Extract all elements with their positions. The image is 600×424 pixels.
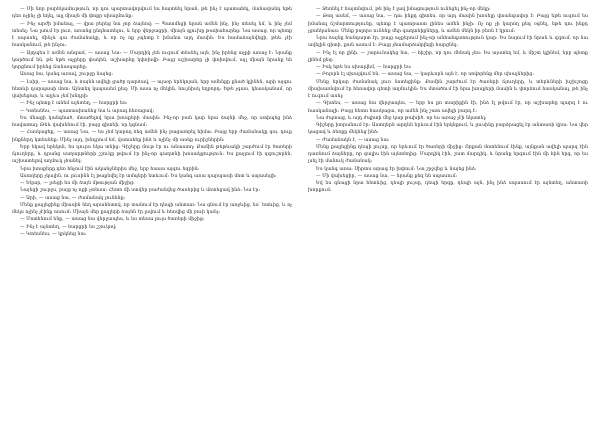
paragraph: — Կտեսնես, — կրկնեց նա: [20, 231, 87, 237]
paragraph: — Ինչ պետք է անեմ այնտեղ, — հարցրի ես: [20, 101, 128, 107]
paragraph: — Ինչ է այնտեղ, — հարցրի ես շշուկով: [20, 224, 117, 230]
paragraph: Մենք քայլեցինք դեպի լույսը, որ երևում էր ծառերի միջից: Որքան մոտենում էինք, այնքան ավելի պարզ էին դառնում ձայները, որ գալիս էին այնտեղից: Մարդիկ էին, շատ մարդիկ, և նրանք երգում էին մի հին երգ, որ ես լսել էի մանուկ ժամանակ: [308, 144, 588, 165]
paragraph: Ես մնացի կանգնած, մտածելով նրա խոսքերի մասին: Ինչ-որ բան կար նրա ձայնի մեջ, որ ստիպեց ինձ հավատալ: Թեև վախենում էի, բայց գիտեի, որ կգնամ: [12, 115, 292, 128]
paragraph: — Բոլորն էլ սխալվում են, — ասաց նա, — կարևորն այն է, որ սովորենք մեր սխալներից: [316, 72, 534, 78]
paragraph: Աստղերը չկային, ու լուսինն էլ թաքնվել էր ամպերի ետևում: Ես կանգ առա դարպասի մոտ և սպասեցի: [20, 173, 277, 179]
paragraph: Ասաց նա, կանգ առավ, շուրջը նայեց: [20, 72, 113, 78]
paragraph: — Լսիր, — ասաց նա, և ձայնն ավելի ցածր դարձավ, — այսօր երեկոյան, երբ ամենքը քնած կլինեն, արի այգու հետևի դարպասի մոտ: Այնտեղ կսպասեմ քեզ: Մի ասա ոչ մեկին, նույնիսկ եղբորդ: Եթե չգաս, կհասկանամ, որ վախեցար, և այլևս չեմ խնդրի: [12, 79, 292, 99]
paragraph: Եվ ես գնացի նրա հետևից, դեպի լույսը, դեպի երգը, դեպի այն, ինչ ինձ սպասում էր այնտեղ, անտառի խորքում: [308, 181, 588, 194]
paragraph: — Մոտենում ենք, — ասաց նա վերջապես, և ես տեսա լույս ծառերի միջից: [20, 217, 205, 223]
paragraph: — Գիտես, — ասաց նա վերջապես, — երբ ես քո տարիքին էի, ինձ էլ թվում էր, որ աշխարհը պարզ է ու հասկանալի: Բայց հետո հասկացա, որ ամեն ինչ շատ ավելի բարդ է: [308, 101, 588, 114]
paragraph: Երբ եկավ երեկոն, ես դուրս եկա տնից: Գիշերը մութ էր ու անաստղ: Քամին թեթևակի շարժում էր ծառերի ճյուղերը, և դրանց սաղարթների շշուկը թվում էր ինչ-որ գաղտնի խոսակցություն: Ես քայլում էի զգուշորեն, աշխատելով աղմուկ չհանել: [12, 144, 292, 165]
paragraph: — Եկար, — լսեցի ես մի ձայն մթության միջից: [20, 181, 135, 186]
paragraph: Նա ժպտաց, և այդ ժպիտի մեջ կար թախիծ, որ ես առաջ չէի նկատել: [316, 115, 487, 121]
paragraph: — Ժամանակն է, — ասաց նա: [316, 137, 390, 143]
paragraph: — Իսկ եթե ես սխալվեմ, — հարցրի ես: [316, 65, 412, 70]
paragraph: Մենք երկար ժամանակ լուռ նստեցինք: Քամին շարժում էր ծառերի ճյուղերը, և տերևների խշխշոցը միախառնվում էր հեռավոր գետի աղմուկին: Ես մտածում էի նրա խոսքերի մասին և փորձում հասկանալ, թե ինչ է ուզում ասել: [308, 79, 588, 99]
left-page [12, 6, 292, 424]
paragraph: — Ջեռնել է հայտնվում, թե ինչ է լավ իմացություն ունեցել ինչ-որ մեկը: [316, 7, 491, 12]
paragraph: — Ինչ արժի իմանալ, — վրա բերեց նա չոր ձայնով: — Պատմեցի նրան ամեն ինչ, ինչ տեսել եմ, և ինչ չեմ տեսել: Նա լսում էր լուռ, առանց ընդհատելու, և երբ վերջացրի, միայն գլուխը թափահարեց: Նա ասաց, որ պետք է սպասել, մինչև գա ժամանակը, և որ ոչ ոք չպետք է իմանա այդ մասին: Ես համաձայնվեցի, թեև չէի հասկանում, թե ինչու: [12, 21, 292, 49]
paragraph: — Հասկացեք, — ասաց Նա, — ես չեմ կարող ձեզ ամեն ինչ բացատրել հիմա: Բայց երբ ժամանակը գա, դուք ինքներդ կտեսնեք: Մինչ այդ, խնդրում եմ, վստահեք ինձ և ոչինչ մի ասեք ուրիշներին: [12, 130, 292, 143]
paragraph: Մենք քայլեցինք միասին նեղ արահետով, որ տանում էր դեպի անտառ: Նա գնում էր առջևից, ես՝ ետևից, և ոչ մեկս ոչինչ չէինք ասում: Միայն մեր քայլերի ձայնն էր լսվում և հեռվից մի բուի կանչ: [12, 202, 292, 215]
paragraph: — Մի նոր բարեկամություն, որ դու պարտավորվում ես հայտնել նրան, թե ինչ է պատահել, մանավանդ եթե դեռ ոչինչ չի եղել, այլ միայն մի փոքր սխալմունք: [12, 7, 292, 20]
paragraph: — Մի վախեցիր, — ասաց նա, — նրանք քեզ են սպասում: [316, 173, 458, 179]
paragraph: — Թող ասեմ, — ասաց նա, — դու ինքդ գիտես, որ այդ մասին խոսելը վտանգավոր է: Բայց եթե ուզում ես իմանալ ճշմարտությունը, պետք է պատրաստ լինես ամեն ինչի: Ոչ ոք չի կարող քեզ օգնել, եթե դու ինքդ չցանկանաս: Մենք բոլորս ունենք մեր գաղտնիքները, և ամեն մեկն իր բեռն է կրում: [308, 14, 588, 34]
paragraph: — Ինչ էլ որ լինի, — շարունակեց նա, — հիշիր, որ դու մենակ չես: Ես այստեղ եմ, և միշտ կլինեմ, երբ պետք լինեմ քեզ: [308, 50, 588, 63]
paragraph: Նրա խոսքերը դեռ հնչում էին ականջներիս մեջ, երբ հասա այգու եզրին: [20, 166, 200, 172]
paragraph: — Այդպես է ամեն անգամ, — ասաց Նա: — Մարդիկ չեն ուզում տեսնել այն, ինչ իրենց աչքի առաջ է: Նրանք կարծում են, թե եթե աչքերը փակեն, աշխարհը կփոխվի: Բայց աշխարհը չի փոխվում, այլ միայն նրանք են կորցնում իրենց ճանապարհը: [12, 50, 292, 70]
paragraph: Գիշերը խորանում էր: Աստղերն արդեն երևում էին երկնքում, և լուսինը բարձրացել էր անտառի վրա: Նա վեր կացավ և ձեռքը մեկնեց ինձ: [308, 123, 588, 136]
paragraph: — Արի, — ասաց նա, — ժամանակ չունենք: [20, 195, 126, 201]
right-page [308, 6, 588, 424]
paragraph: Նայեցի շուրջս, բայց ոչ ոքի չտեսա: Հետո մի ստվեր բաժանվեց ծառերից և մոտեցավ ինձ: Նա էր: [20, 188, 260, 194]
paragraph: Նրա ձայնը հանդարտ էր, բայց աչքերում ինչ-որ անհանգստություն կար: Ես նայում էի նրան և զգում, որ նա ավելին գիտի, քան ասում է: Բայց չհամարձակվեցի հարցնել: [308, 36, 588, 49]
paragraph: Ես կանգ առա: Սիրտս արագ էր խփում: Նա շրջվեց և նայեց ինձ: [316, 166, 477, 172]
paragraph: — Կտեսնես, — պատասխանեց նա և արագ հեռացավ: [20, 108, 155, 114]
